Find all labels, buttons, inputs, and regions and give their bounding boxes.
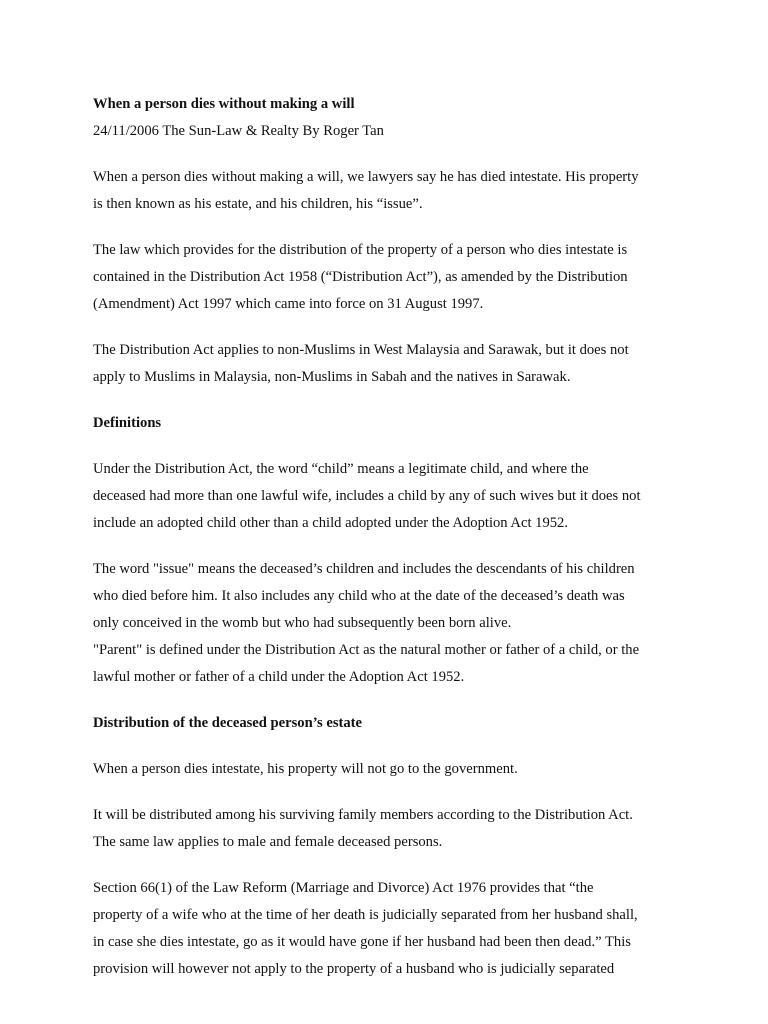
- paragraph-distribution-law: [93, 237, 683, 318]
- paragraph-gap: [93, 737, 683, 756]
- document-title: When a person dies without making a will: [93, 96, 355, 112]
- paragraph-line: The same law applies to male and female deceased persons.: [93, 834, 443, 850]
- paragraph-gap: [93, 856, 683, 875]
- paragraph-gap: [93, 783, 683, 802]
- paragraph-line: When a person dies without making a will, we lawyers say he has died intestate. His property: [93, 169, 639, 185]
- paragraph-line: It will be distributed among his surviving family members according to the Distribution Act.: [93, 807, 633, 823]
- paragraph-line: When a person dies intestate, his property will not go to the government.: [93, 761, 518, 777]
- paragraph-gap: [93, 537, 683, 556]
- document-byline: 24/11/2006 The Sun-Law & Realty By Roger Tan: [93, 123, 384, 139]
- paragraph-gap: [93, 145, 683, 164]
- paragraph-line: deceased had more than one lawful wife, includes a child by any of such wives but it does not: [93, 488, 641, 504]
- paragraph-gap: [93, 691, 683, 710]
- paragraph-line: (Amendment) Act 1997 which came into force on 31 August 1997.: [93, 296, 484, 312]
- section-heading-definitions: Definitions: [93, 415, 162, 431]
- paragraph-applicability: [93, 337, 683, 391]
- paragraph-line: include an adopted child other than a child adopted under the Adoption Act 1952.: [93, 515, 568, 531]
- document-page: [93, 91, 683, 983]
- paragraph-gap: [93, 391, 683, 410]
- paragraph-line: The Distribution Act applies to non-Muslims in West Malaysia and Sarawak, but it does not: [93, 342, 629, 358]
- paragraph-family-members: [93, 802, 683, 856]
- paragraph-line: The word "issue" means the deceased’s children and includes the descendants of his children: [93, 561, 635, 577]
- paragraph-child-definition: [93, 456, 683, 537]
- paragraph-gap: [93, 218, 683, 237]
- paragraph-line: lawful mother or father of a child under the Adoption Act 1952.: [93, 669, 465, 685]
- paragraph-line: is then known as his estate, and his children, his “issue”.: [93, 196, 423, 212]
- paragraph-line: provision will however not apply to the property of a husband who is judicially separated: [93, 961, 615, 977]
- paragraph-not-government: [93, 756, 683, 783]
- paragraph-line: "Parent" is defined under the Distribution Act as the natural mother or father of a child, or the: [93, 642, 640, 658]
- paragraph-line: Under the Distribution Act, the word “child” means a legitimate child, and where the: [93, 461, 589, 477]
- paragraph-gap: [93, 318, 683, 337]
- paragraph-line: apply to Muslims in Malaysia, non-Muslims in Sabah and the natives in Sarawak.: [93, 369, 571, 385]
- paragraph-gap: [93, 437, 683, 456]
- paragraph-line: Section 66(1) of the Law Reform (Marriage and Divorce) Act 1976 provides that “the: [93, 880, 594, 896]
- paragraph-issue-definition: [93, 556, 683, 691]
- paragraph-line: contained in the Distribution Act 1958 (“Distribution Act”), as amended by the Distribution: [93, 269, 628, 285]
- paragraph-intestate: [93, 164, 683, 218]
- section-heading-distribution: Distribution of the deceased person’s estate: [93, 715, 363, 731]
- paragraph-line: property of a wife who at the time of her death is judicially separated from her husband shall,: [93, 907, 638, 923]
- paragraph-line: in case she dies intestate, go as it would have gone if her husband had been then dead.” This: [93, 934, 631, 950]
- paragraph-line: only conceived in the womb but who had subsequently been born alive.: [93, 615, 512, 631]
- paragraph-section-66: [93, 875, 683, 983]
- paragraph-line: who died before him. It also includes any child who at the date of the deceased’s death was: [93, 588, 625, 604]
- paragraph-line: The law which provides for the distribution of the property of a person who dies intestate is: [93, 242, 628, 258]
